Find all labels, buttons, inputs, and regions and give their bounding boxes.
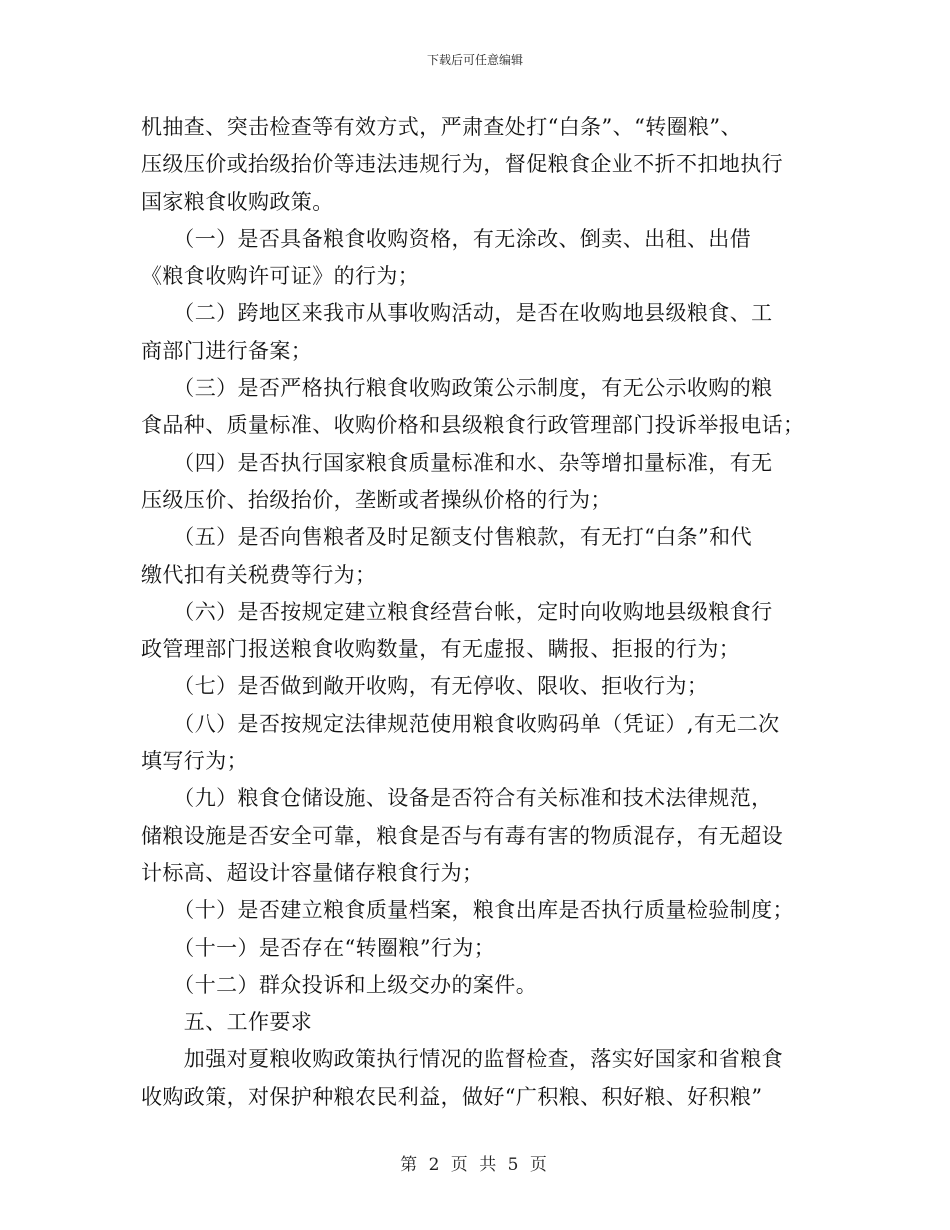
- text-line: 计标高、超设计容量储存粮食行为；: [141, 860, 484, 885]
- text-line: （七）是否做到敞开收购，有无停收、限收、拒收行为；: [141, 674, 709, 699]
- text-line: 填写行为；: [141, 749, 248, 774]
- text-line: 压级压价、抬级抬价，垄断或者操纵价格的行为；: [141, 487, 612, 512]
- text-line: （九）粮食仓储设施、设备是否符合有关标准和技术法律规范，: [141, 786, 773, 811]
- text-line: （一）是否具备粮食收购资格，有无涂改、倒卖、出租、出借: [141, 226, 752, 251]
- page-header: 下载后可任意编辑: [426, 53, 523, 67]
- text-line: 收购政策，对保护种粮农民利益，做好“广积粮、积好粮、好积粮”: [141, 1084, 763, 1109]
- text-line: （十一）是否存在“转圈粮”行为；: [141, 935, 496, 960]
- text-line: 缴代扣有关税费等行为；: [141, 562, 377, 587]
- text-line: 政管理部门报送粮食收购数量，有无虚报、瞒报、拒报的行为；: [141, 637, 741, 662]
- text-line: 国家粮食收购政策。: [141, 189, 334, 214]
- text-line: 机抽查、突击检查等有效方式，严肃查处打“白条”、“转圈粮”、: [141, 115, 742, 139]
- section-heading: 五、工作要求: [141, 1010, 313, 1035]
- text-line: 加强对夏粮收购政策执行情况的监督检查，落实好国家和省粮食: [141, 1047, 783, 1072]
- text-line: （十二）群众投诉和上级交办的案件。: [141, 972, 538, 997]
- page-number-footer: 第 2 页 共 5 页: [400, 1155, 550, 1175]
- text-line: （三）是否严格执行粮食收购政策公示制度，有无公示收购的粮: [141, 376, 773, 401]
- text-line: （六）是否按规定建立粮食经营台帐，定时向收购地县级粮食行: [141, 599, 773, 624]
- text-line: （十）是否建立粮食质量档案，粮食出库是否执行质量检验制度；: [141, 898, 794, 923]
- text-line: 压级压价或抬级抬价等违法违规行为，督促粮食企业不折不扣地执行: [141, 152, 783, 177]
- text-line: （五）是否向售粮者及时足额支付售粮款，有无打“白条”和代: [141, 525, 752, 550]
- text-line: 《粮食收购许可证》的行为；: [141, 264, 420, 289]
- text-line: 储粮设施是否安全可靠，粮食是否与有毒有害的物质混存，有无超设: [141, 823, 783, 848]
- text-line: （八）是否按规定法律规范使用粮食收购码单（凭证）,有无二次: [141, 711, 780, 736]
- text-line: 商部门进行备案；: [141, 338, 313, 363]
- text-line: （二）跨地区来我市从事收购活动，是否在收购地县级粮食、工: [141, 301, 773, 326]
- document-body: [141, 109, 809, 1116]
- text-line: （四）是否执行国家粮食质量标准和水、杂等增扣量标准，有无: [141, 450, 773, 475]
- text-line: 食品种、质量标准、收购价格和县级粮食行政管理部门投诉举报电话；: [141, 413, 805, 438]
